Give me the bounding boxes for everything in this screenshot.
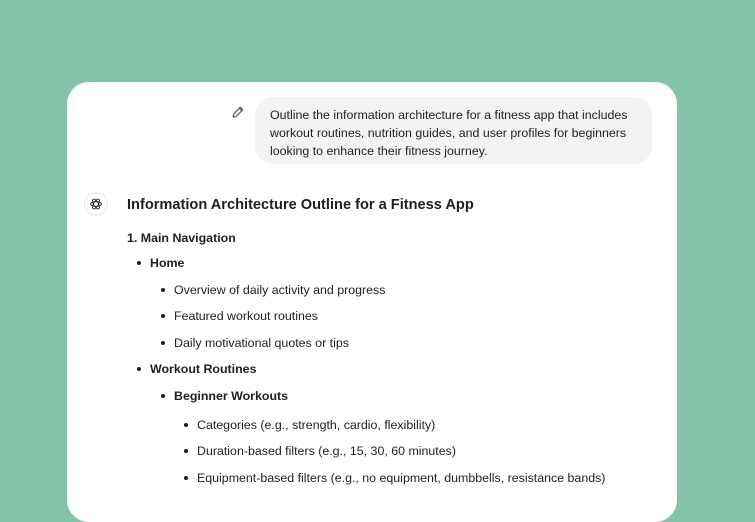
- list-item: Overview of daily activity and progress: [174, 283, 386, 297]
- pencil-icon[interactable]: [231, 105, 245, 119]
- list-item-beginner-workouts: Beginner Workouts: [174, 389, 289, 403]
- user-message-bubble: [255, 97, 652, 164]
- list-item: Duration-based filters (e.g., 15, 30, 60 minutes): [197, 444, 456, 458]
- list-item: Daily motivational quotes or tips: [174, 336, 349, 350]
- user-message-text: Outline the information architecture for a fitness app that includes workout routines, nutrition guides, and user profiles for beginners looking to enhance their fitness journey.: [270, 108, 628, 158]
- list-item: Featured workout routines: [174, 309, 318, 323]
- list-item-home: Home: [150, 256, 185, 270]
- list-item: Categories (e.g., strength, cardio, flexibility): [197, 418, 436, 432]
- chatgpt-logo-icon: [89, 197, 103, 211]
- answer-title: Information Architecture Outline for a Fitness App: [127, 197, 474, 213]
- assistant-avatar: [84, 192, 108, 216]
- section-heading-main-navigation: 1. Main Navigation: [127, 231, 236, 245]
- chat-panel: [67, 82, 677, 522]
- list-item: Equipment-based filters (e.g., no equipment, dumbbells, resistance bands): [197, 471, 606, 485]
- list-item-workout-routines: Workout Routines: [150, 362, 257, 376]
